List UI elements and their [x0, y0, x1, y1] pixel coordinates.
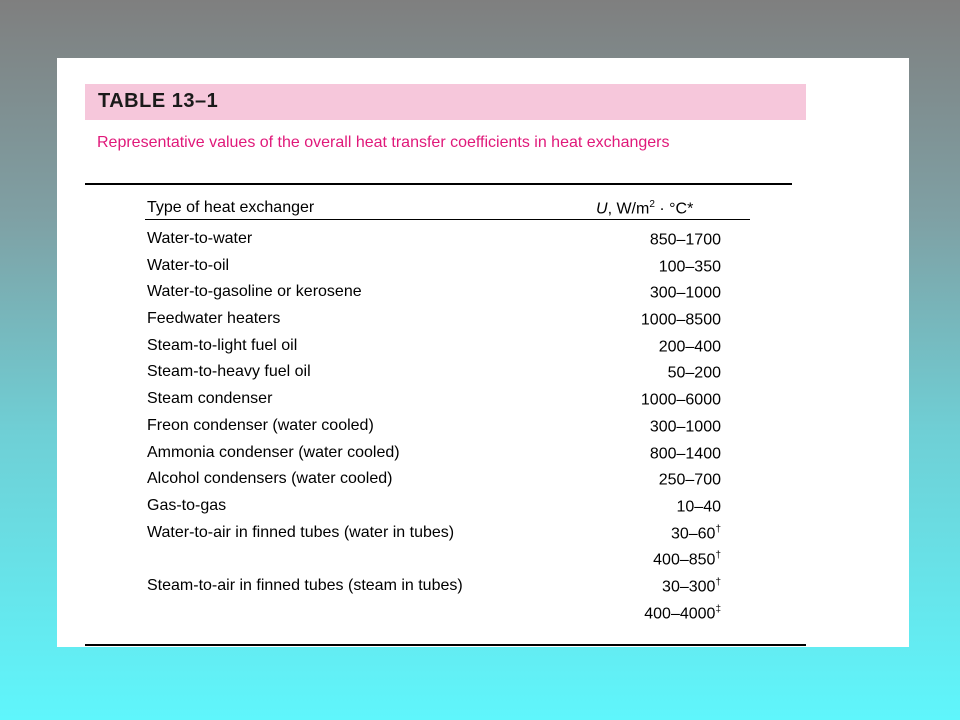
- u-value: [597, 604, 721, 623]
- exchanger-type: Gas-to-gas: [147, 496, 227, 514]
- exchanger-type: Water-to-gasoline or kerosene: [147, 283, 362, 301]
- u-range: 10–40: [676, 498, 721, 516]
- u-range: 1000–8500: [640, 311, 721, 329]
- u-units: , W/m: [607, 200, 650, 218]
- table-row: [57, 390, 909, 417]
- table-row: [57, 604, 909, 631]
- exchanger-type: Steam condenser: [147, 390, 273, 408]
- u-range: 50–200: [667, 364, 721, 382]
- footnote-mark: †: [715, 523, 721, 535]
- table-row: [57, 230, 909, 257]
- exchanger-type: Steam-to-heavy fuel oil: [147, 363, 311, 381]
- u-value: [597, 230, 721, 249]
- u-value: [597, 390, 721, 409]
- table-caption: Representative values of the overall heat transfer coefficients in heat exchangers: [97, 134, 670, 151]
- u-range: 250–700: [658, 471, 721, 489]
- u-range: 400–850: [653, 551, 716, 569]
- u-range: 850–1700: [649, 231, 721, 249]
- u-range: 1000–6000: [640, 391, 721, 409]
- table-row: [57, 310, 909, 337]
- u-rest: · °C*: [654, 200, 694, 218]
- exchanger-type: Water-to-air in finned tubes (water in tubes): [147, 523, 455, 541]
- table-row: [57, 363, 909, 390]
- u-value: [597, 550, 721, 569]
- u-symbol: U: [596, 200, 608, 218]
- table-row: [57, 444, 909, 471]
- footnote-mark: †: [715, 576, 721, 588]
- table-header-band: [85, 84, 806, 120]
- u-range: 30–300: [662, 578, 716, 596]
- u-value: [597, 337, 721, 356]
- table-row: [57, 257, 909, 284]
- exchanger-type: Freon condenser (water cooled): [147, 416, 374, 434]
- column-header-u: [596, 199, 693, 218]
- u-value: [597, 524, 721, 543]
- u-value: [597, 444, 721, 463]
- u-power: 2: [649, 199, 655, 210]
- exchanger-type: Water-to-oil: [147, 256, 230, 274]
- table-row: [57, 283, 909, 310]
- exchanger-type: Water-to-water: [147, 230, 253, 247]
- u-value: [597, 417, 721, 436]
- table-row: [57, 417, 909, 444]
- table-row: [57, 550, 909, 577]
- u-range: 200–400: [658, 338, 721, 356]
- u-range: 400–4000: [644, 604, 716, 622]
- table-row: [57, 524, 909, 551]
- u-value: [597, 470, 721, 489]
- u-value: [597, 577, 721, 596]
- top-rule: [85, 183, 792, 185]
- exchanger-type: Feedwater heaters: [147, 310, 281, 328]
- u-value: [597, 257, 721, 276]
- document-page: [57, 58, 909, 647]
- u-value: [597, 497, 721, 516]
- column-header-type: Type of heat exchanger: [147, 199, 315, 216]
- u-value: [597, 363, 721, 382]
- exchanger-type: Alcohol condensers (water cooled): [147, 470, 393, 488]
- exchanger-type: Steam-to-air in finned tubes (steam in tubes): [147, 576, 463, 594]
- bottom-rule: [85, 644, 806, 646]
- table-row: [57, 470, 909, 497]
- exchanger-type: Steam-to-light fuel oil: [147, 336, 298, 354]
- table-row: [57, 577, 909, 604]
- table-label: TABLE 13–1: [98, 90, 219, 112]
- table-row: [57, 337, 909, 364]
- footnote-mark: †: [715, 550, 721, 562]
- header-rule: [145, 219, 750, 220]
- exchanger-type: Ammonia condenser (water cooled): [147, 443, 400, 461]
- u-range: 300–1000: [649, 284, 721, 302]
- u-range: 100–350: [658, 258, 721, 276]
- table-row: [57, 497, 909, 524]
- u-range: 800–1400: [649, 444, 721, 462]
- u-value: [597, 310, 721, 329]
- u-value: [597, 283, 721, 302]
- u-range: 300–1000: [649, 418, 721, 436]
- u-range: 30–60: [670, 524, 716, 542]
- table-body: [57, 230, 909, 630]
- footnote-mark: ‡: [715, 603, 721, 615]
